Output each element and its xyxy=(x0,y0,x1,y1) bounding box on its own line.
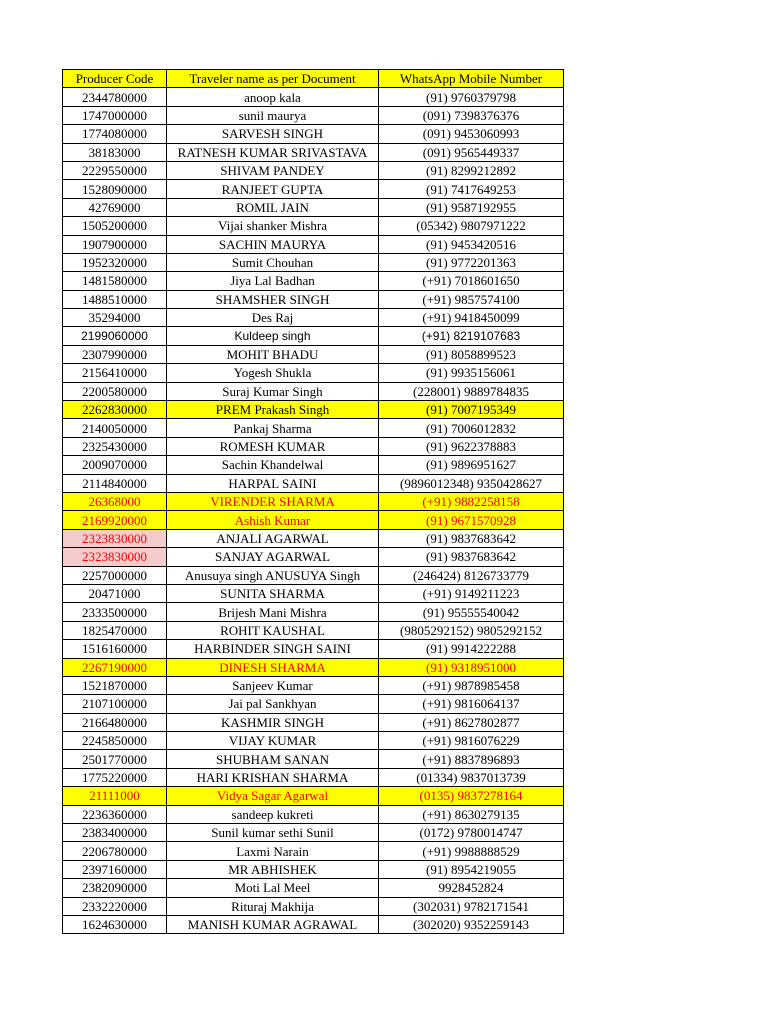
table-row xyxy=(63,824,564,842)
whatsapp-number-cell: (91) 9772201363 xyxy=(379,253,564,271)
whatsapp-number-cell: (+91) 9816076229 xyxy=(379,732,564,750)
producer-code-cell: 1952320000 xyxy=(63,253,167,271)
producer-code-cell: 1624630000 xyxy=(63,915,167,933)
whatsapp-number-cell: (05342) 9807971222 xyxy=(379,217,564,235)
producer-code-cell: 2229550000 xyxy=(63,161,167,179)
whatsapp-number-cell: (091) 9453060993 xyxy=(379,125,564,143)
traveler-name-cell: SHUBHAM SANAN xyxy=(167,750,379,768)
table-row xyxy=(63,713,564,731)
table-row xyxy=(63,603,564,621)
whatsapp-number-cell: (91) 7417649253 xyxy=(379,180,564,198)
producer-code-cell: 1528090000 xyxy=(63,180,167,198)
whatsapp-number-cell: (228001) 9889784835 xyxy=(379,382,564,400)
traveler-name-cell: Des Raj xyxy=(167,309,379,327)
traveler-name-cell: MR ABHISHEK xyxy=(167,860,379,878)
table-row xyxy=(63,860,564,878)
table-row xyxy=(63,492,564,510)
traveler-name-cell: Vidya Sagar Agarwal xyxy=(167,787,379,805)
table-row xyxy=(63,787,564,805)
whatsapp-number-cell: (9805292152) 9805292152 xyxy=(379,621,564,639)
producer-code-cell: 42769000 xyxy=(63,198,167,216)
whatsapp-number-cell: (91) 9318951000 xyxy=(379,658,564,676)
table-row xyxy=(63,474,564,492)
whatsapp-number-cell: (91) 9453420516 xyxy=(379,235,564,253)
table-row xyxy=(63,217,564,235)
traveler-name-cell: SARVESH SINGH xyxy=(167,125,379,143)
producer-code-cell: 2262830000 xyxy=(63,401,167,419)
table-row xyxy=(63,419,564,437)
whatsapp-number-cell: (091) 9565449337 xyxy=(379,143,564,161)
traveler-name-cell: sandeep kukreti xyxy=(167,805,379,823)
table-row xyxy=(63,640,564,658)
whatsapp-number-cell: (+91) 9857574100 xyxy=(379,290,564,308)
whatsapp-number-cell: (91) 8954219055 xyxy=(379,860,564,878)
producer-code-cell: 2383400000 xyxy=(63,824,167,842)
traveler-name-cell: HARI KRISHAN SHARMA xyxy=(167,768,379,786)
table-row xyxy=(63,897,564,915)
table-row xyxy=(63,584,564,602)
traveler-name-cell: SANJAY AGARWAL xyxy=(167,548,379,566)
table-row xyxy=(63,180,564,198)
table-row xyxy=(63,548,564,566)
table-row xyxy=(63,658,564,676)
table-row xyxy=(63,805,564,823)
producer-code-cell: 1516160000 xyxy=(63,640,167,658)
whatsapp-number-cell: (91) 9760379798 xyxy=(379,88,564,106)
producer-code-cell: 2344780000 xyxy=(63,88,167,106)
traveler-name-cell: sunil maurya xyxy=(167,106,379,124)
traveler-name-cell: SHAMSHER SINGH xyxy=(167,290,379,308)
table-row xyxy=(63,253,564,271)
table-row xyxy=(63,364,564,382)
table-row xyxy=(63,676,564,694)
traveler-name-cell: Sunil kumar sethi Sunil xyxy=(167,824,379,842)
traveler-name-cell: MOHIT BHADU xyxy=(167,345,379,363)
table-row xyxy=(63,768,564,786)
traveler-name-cell: Rituraj Makhija xyxy=(167,897,379,915)
producer-code-cell: 2236360000 xyxy=(63,805,167,823)
traveler-name-cell: Vijai shanker Mishra xyxy=(167,217,379,235)
traveler-name-cell: Sanjeev Kumar xyxy=(167,676,379,694)
producer-code-cell: 2382090000 xyxy=(63,879,167,897)
traveler-name-cell: DINESH SHARMA xyxy=(167,658,379,676)
table-row xyxy=(63,106,564,124)
whatsapp-number-cell: (91) 9671570928 xyxy=(379,511,564,529)
whatsapp-number-cell: (+91) 9878985458 xyxy=(379,676,564,694)
traveler-name-cell: Moti Lal Meel xyxy=(167,879,379,897)
traveler-name-cell: KASHMIR SINGH xyxy=(167,713,379,731)
table-row xyxy=(63,401,564,419)
producer-code-cell: 21111000 xyxy=(63,787,167,805)
producer-code-cell: 35294000 xyxy=(63,309,167,327)
producer-code-cell: 20471000 xyxy=(63,584,167,602)
producer-code-cell: 1774080000 xyxy=(63,125,167,143)
whatsapp-number-cell: (91) 9622378883 xyxy=(379,437,564,455)
whatsapp-number-cell: (91) 9935156061 xyxy=(379,364,564,382)
producer-code-cell: 2199060000 xyxy=(63,327,167,345)
table-row xyxy=(63,235,564,253)
traveler-table xyxy=(62,69,564,934)
traveler-name-cell: HARPAL SAINI xyxy=(167,474,379,492)
table-row xyxy=(63,309,564,327)
table-row xyxy=(63,915,564,933)
producer-code-cell: 1481580000 xyxy=(63,272,167,290)
table-row xyxy=(63,621,564,639)
whatsapp-number-cell: (91) 9896951627 xyxy=(379,456,564,474)
whatsapp-number-cell: (9896012348) 9350428627 xyxy=(379,474,564,492)
producer-code-cell: 1775220000 xyxy=(63,768,167,786)
whatsapp-number-cell: (01334) 9837013739 xyxy=(379,768,564,786)
table-row xyxy=(63,345,564,363)
whatsapp-number-cell: (91) 7006012832 xyxy=(379,419,564,437)
traveler-name-cell: SUNITA SHARMA xyxy=(167,584,379,602)
whatsapp-number-cell: (+91) 7018601650 xyxy=(379,272,564,290)
header-whatsapp-number: WhatsApp Mobile Number xyxy=(379,70,564,88)
table-body xyxy=(63,88,564,934)
producer-code-cell: 2200580000 xyxy=(63,382,167,400)
traveler-name-cell: Kuldeep singh xyxy=(167,327,379,345)
whatsapp-number-cell: (0135) 9837278164 xyxy=(379,787,564,805)
producer-code-cell: 2140050000 xyxy=(63,419,167,437)
traveler-name-cell: Brijesh Mani Mishra xyxy=(167,603,379,621)
whatsapp-number-cell: (91) 9837683642 xyxy=(379,548,564,566)
traveler-name-cell: HARBINDER SINGH SAINI xyxy=(167,640,379,658)
table-row xyxy=(63,842,564,860)
traveler-name-cell: SHIVAM PANDEY xyxy=(167,161,379,179)
producer-code-cell: 2325430000 xyxy=(63,437,167,455)
producer-code-cell: 1907900000 xyxy=(63,235,167,253)
table-row xyxy=(63,161,564,179)
table-row xyxy=(63,327,564,345)
producer-code-cell: 2323830000 xyxy=(63,529,167,547)
traveler-name-cell: MANISH KUMAR AGRAWAL xyxy=(167,915,379,933)
traveler-name-cell: ANJALI AGARWAL xyxy=(167,529,379,547)
traveler-name-cell: RATNESH KUMAR SRIVASTAVA xyxy=(167,143,379,161)
whatsapp-number-cell: (+91) 9988888529 xyxy=(379,842,564,860)
traveler-name-cell: Ashish Kumar xyxy=(167,511,379,529)
producer-code-cell: 1747000000 xyxy=(63,106,167,124)
table-row xyxy=(63,198,564,216)
traveler-name-cell: SACHIN MAURYA xyxy=(167,235,379,253)
producer-code-cell: 2257000000 xyxy=(63,566,167,584)
traveler-name-cell: Laxmi Narain xyxy=(167,842,379,860)
table-row xyxy=(63,566,564,584)
whatsapp-number-cell: (91) 9914222288 xyxy=(379,640,564,658)
traveler-name-cell: VIRENDER SHARMA xyxy=(167,492,379,510)
table-row xyxy=(63,143,564,161)
table-row xyxy=(63,879,564,897)
producer-code-cell: 2245850000 xyxy=(63,732,167,750)
producer-code-cell: 2333500000 xyxy=(63,603,167,621)
whatsapp-number-cell: (91) 8058899523 xyxy=(379,345,564,363)
whatsapp-number-cell: (302020) 9352259143 xyxy=(379,915,564,933)
table-row xyxy=(63,529,564,547)
producer-code-cell: 38183000 xyxy=(63,143,167,161)
producer-code-cell: 2501770000 xyxy=(63,750,167,768)
traveler-name-cell: Yogesh Shukla xyxy=(167,364,379,382)
producer-code-cell: 1825470000 xyxy=(63,621,167,639)
whatsapp-number-cell: (0172) 9780014747 xyxy=(379,824,564,842)
table-row xyxy=(63,88,564,106)
producer-code-cell: 2267190000 xyxy=(63,658,167,676)
traveler-name-cell: Sumit Chouhan xyxy=(167,253,379,271)
traveler-name-cell: Anusuya singh ANUSUYA Singh xyxy=(167,566,379,584)
header-traveler-name: Traveler name as per Document xyxy=(167,70,379,88)
table-row xyxy=(63,437,564,455)
producer-code-cell: 26368000 xyxy=(63,492,167,510)
producer-code-cell: 1521870000 xyxy=(63,676,167,694)
header-producer-code: Producer Code xyxy=(63,70,167,88)
producer-code-cell: 2166480000 xyxy=(63,713,167,731)
table-row xyxy=(63,272,564,290)
producer-code-cell: 2307990000 xyxy=(63,345,167,363)
traveler-name-cell: RANJEET GUPTA xyxy=(167,180,379,198)
table-header-row xyxy=(63,70,564,88)
traveler-name-cell: ROHIT KAUSHAL xyxy=(167,621,379,639)
traveler-name-cell: VIJAY KUMAR xyxy=(167,732,379,750)
traveler-name-cell: Sachin Khandelwal xyxy=(167,456,379,474)
producer-code-cell: 2009070000 xyxy=(63,456,167,474)
whatsapp-number-cell: 9928452824 xyxy=(379,879,564,897)
table-row xyxy=(63,511,564,529)
producer-code-cell: 2156410000 xyxy=(63,364,167,382)
producer-code-cell: 2107100000 xyxy=(63,695,167,713)
producer-code-cell: 2397160000 xyxy=(63,860,167,878)
producer-code-cell: 2114840000 xyxy=(63,474,167,492)
whatsapp-number-cell: (+91) 9882258158 xyxy=(379,492,564,510)
whatsapp-number-cell: (091) 7398376376 xyxy=(379,106,564,124)
producer-code-cell: 2206780000 xyxy=(63,842,167,860)
whatsapp-number-cell: (+91) 9816064137 xyxy=(379,695,564,713)
traveler-name-cell: Jiya Lal Badhan xyxy=(167,272,379,290)
whatsapp-number-cell: (246424) 8126733779 xyxy=(379,566,564,584)
table-row xyxy=(63,290,564,308)
whatsapp-number-cell: (+91) 8837896893 xyxy=(379,750,564,768)
whatsapp-number-cell: (+91) 8627802877 xyxy=(379,713,564,731)
producer-code-cell: 2332220000 xyxy=(63,897,167,915)
whatsapp-number-cell: (+91) 8219107683 xyxy=(379,327,564,345)
whatsapp-number-cell: (+91) 9149211223 xyxy=(379,584,564,602)
table-row xyxy=(63,456,564,474)
traveler-name-cell: anoop kala xyxy=(167,88,379,106)
producer-code-cell: 2323830000 xyxy=(63,548,167,566)
table-row xyxy=(63,125,564,143)
traveler-name-cell: Pankaj Sharma xyxy=(167,419,379,437)
whatsapp-number-cell: (91) 9837683642 xyxy=(379,529,564,547)
traveler-name-cell: ROMIL JAIN xyxy=(167,198,379,216)
table-row xyxy=(63,695,564,713)
producer-code-cell: 1505200000 xyxy=(63,217,167,235)
table-row xyxy=(63,732,564,750)
whatsapp-number-cell: (+91) 9418450099 xyxy=(379,309,564,327)
table-row xyxy=(63,750,564,768)
whatsapp-number-cell: (91) 8299212892 xyxy=(379,161,564,179)
whatsapp-number-cell: (+91) 8630279135 xyxy=(379,805,564,823)
producer-code-cell: 1488510000 xyxy=(63,290,167,308)
traveler-name-cell: PREM Prakash Singh xyxy=(167,401,379,419)
table-row xyxy=(63,382,564,400)
traveler-name-cell: ROMESH KUMAR xyxy=(167,437,379,455)
traveler-name-cell: Suraj Kumar Singh xyxy=(167,382,379,400)
whatsapp-number-cell: (91) 9587192955 xyxy=(379,198,564,216)
producer-code-cell: 2169920000 xyxy=(63,511,167,529)
whatsapp-number-cell: (302031) 9782171541 xyxy=(379,897,564,915)
whatsapp-number-cell: (91) 7007195349 xyxy=(379,401,564,419)
traveler-name-cell: Jai pal Sankhyan xyxy=(167,695,379,713)
whatsapp-number-cell: (91) 95555540042 xyxy=(379,603,564,621)
